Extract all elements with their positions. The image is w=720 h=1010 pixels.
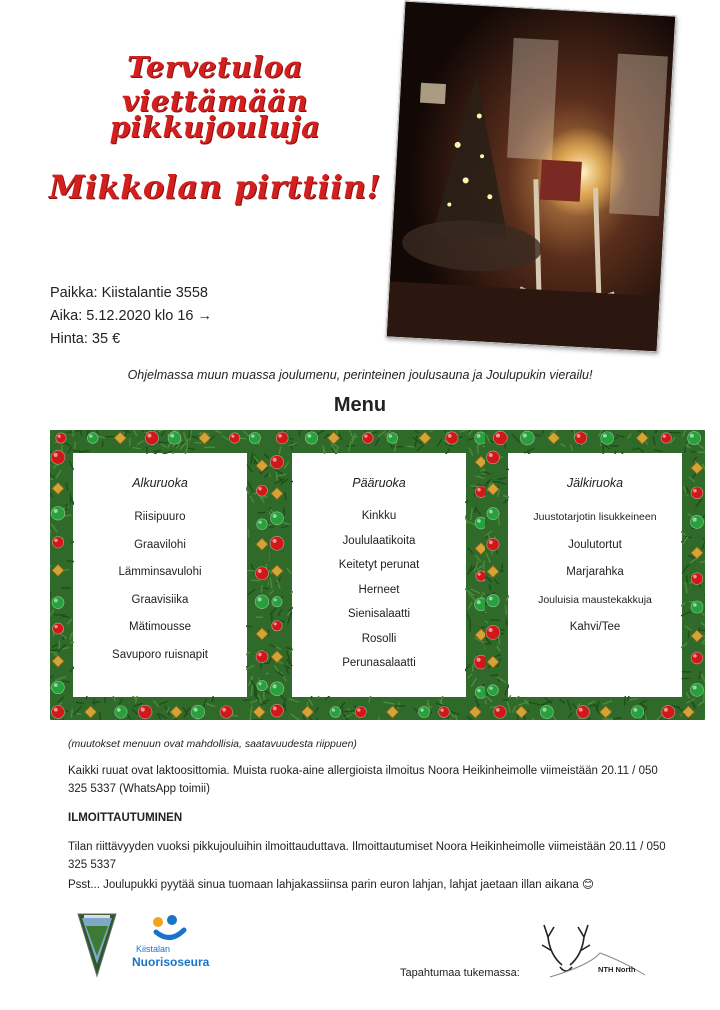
menu-item: Herneet (358, 583, 400, 596)
menu-item: Lämminsavulohi (118, 566, 202, 578)
christmas-room-photo (386, 1, 676, 353)
menu-item: Kinkku (361, 510, 397, 522)
antler-icon (540, 915, 650, 985)
registration-heading: ILMOITTAUTUMINEN (68, 812, 183, 824)
menu-item: Savuporo ruisnapit (112, 648, 208, 661)
menu-item: Mätimousse (129, 621, 191, 633)
program-text: Ohjelmassa muun muassa joulumenu, perinteinen joulusauna ja Joulupukin vierailu! (127, 368, 593, 382)
menu-item: Juustotarjotin lisukkeineen (533, 511, 657, 523)
menu-item: Graavilohi (134, 538, 186, 551)
menu-item: Perunasalaatti (342, 657, 416, 669)
menu-item: Joululaatikoita (342, 534, 416, 547)
nth-north-logo (540, 915, 650, 985)
menu-heading: Menu (333, 394, 387, 416)
column-title: Alkuruoka (132, 476, 188, 490)
pennant-logo (76, 912, 118, 978)
supported-by-text: Tapahtumaa tukemassa: (400, 967, 520, 979)
menu-column-main (289, 476, 469, 676)
org-name-line2: Nuorisoseura (132, 955, 210, 969)
registration-text: Tilan riittävyyden vuoksi pikkujouluihin ilmoittauduttava. Ilmoittautumiset Noora Heikinheimolle viimeistään 20.11 / 050 325 5337 (68, 841, 666, 871)
menu-item: Riisipuuro (134, 511, 186, 523)
title-line-3: Mikkolan pirttiin! (48, 168, 382, 206)
menu-column-dessert (505, 476, 685, 642)
menu-frame-dessert (485, 430, 705, 720)
ps-text: Psst... Joulupukki pyytää sinua tuomaan lahjakassiinsa parin euron lahjan, lahjat jaetaan illan aikana 😊 (68, 879, 594, 891)
title-line-2: pikkujouluja (109, 110, 321, 144)
column-title: Pääruoka (352, 476, 406, 490)
nuorisoseura-logo (132, 914, 212, 974)
menu-item: Kahvi/Tee (569, 621, 621, 633)
menu-note: (muutokset menuun ovat mahdollisia, saatavuudesta riippuen) (68, 738, 357, 750)
allergy-text: Kaikki ruuat ovat laktoosittomia. Muista ruoka-aine allergioista ilmoitus Noora Heikinheimolle viimeistään 20.11 / 050 325 5337 (WhatsApp toimii) (68, 765, 658, 795)
price-text: Hinta: 35 € (50, 331, 121, 347)
menu-frame-starter (50, 430, 270, 720)
menu-item: Sienisalaatti (347, 608, 410, 620)
place-text: Paikka: Kiistalantie 3558 (50, 285, 208, 301)
menu-column-starter (70, 476, 250, 669)
org-name-line1: Kiistalan (136, 944, 171, 954)
menu-item: Graavisiika (131, 593, 189, 606)
sponsor-name: NTH North (598, 965, 636, 974)
menu-item: Joulutortut (568, 538, 622, 551)
column-title: Jälkiruoka (566, 476, 624, 490)
menu-item: Jouluisia maustekakkuja (538, 593, 652, 606)
menu-frame-main (269, 430, 489, 720)
menu-item: Keitetyt perunat (338, 559, 420, 571)
menu-item: Rosolli (361, 632, 397, 645)
menu-item: Marjarahka (566, 566, 624, 578)
time-text: Aika: 5.12.2020 klo 16 → (50, 308, 213, 324)
title-line-1: Tervetuloa viettämään (121, 50, 309, 118)
